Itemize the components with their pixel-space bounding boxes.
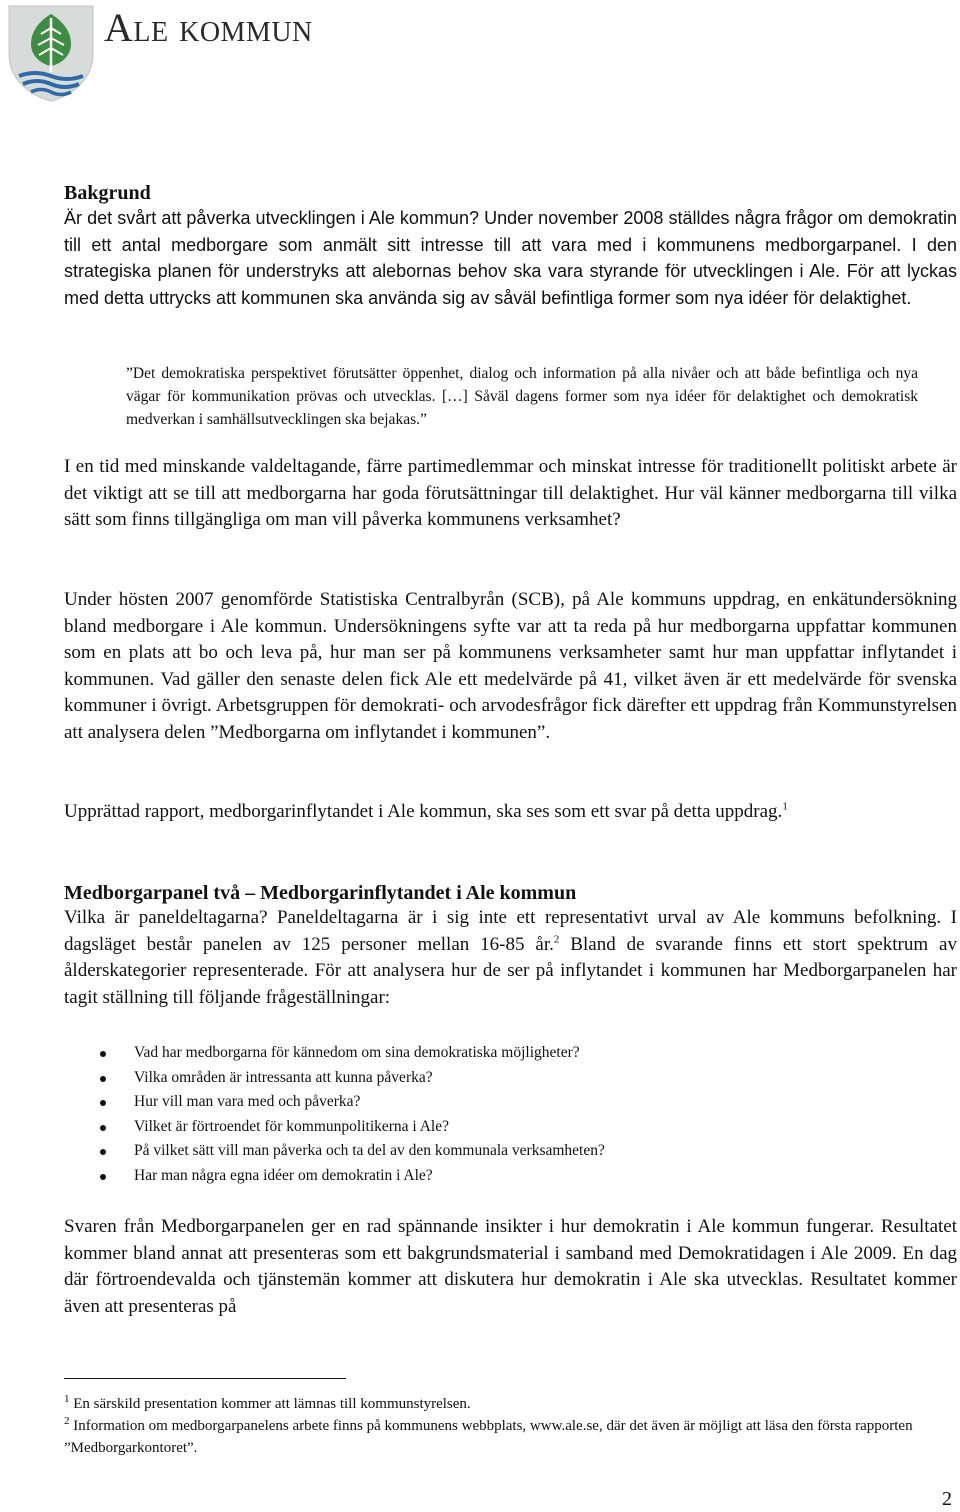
paragraph-text: Vilka är paneldeltagarna? Paneldeltagarna är i sig inte ett representativt urval av Ale kommuns befolkning. I dagsläget består panelen av 125 personer mellan 16-85 år.: [64, 907, 957, 955]
footnote-1: [64, 1393, 957, 1415]
list-item: [64, 1090, 864, 1115]
bullet-icon: [100, 1174, 106, 1180]
question-list: [64, 1041, 864, 1189]
list-item-text: Har man några egna idéer om demokratin i Ale?: [134, 1166, 433, 1184]
list-item-text: Hur vill man vara med och påverka?: [134, 1093, 361, 1111]
list-item: [64, 1139, 864, 1164]
bakgrund-paragraph-1: Är det svårt att påverka utvecklingen i Ale kommun? Under november 2008 ställdes några frågor om demokratin till ett antal medborgare som anmält sitt intresse till att vara med i kommunens medborgarpanel. I den strategiska planen för understryks att alebornas behov ska vara styrande för utvecklingen i Ale. För att lyckas med detta uttrycks att kommunen ska använda sig av såväl befintliga former som nya idéer för delaktighet.: [64, 208, 957, 308]
heading-medborgarpanel: Medborgarpanel två – Medborgarinflytandet i Ale kommun: [64, 882, 577, 904]
list-item: [64, 1115, 864, 1140]
footnote-ref-2[interactable]: 2: [553, 933, 560, 946]
footnotes: [64, 1393, 957, 1459]
bullet-icon: [100, 1149, 106, 1155]
paragraph-text: Bland de svarande finns ett stort spektrum av ålderskategorier representerade. För att analysera hur de ser på inflytandet i kommunen har Medborgarpanelen har tagit ställning till följande frågeställningar:: [64, 933, 957, 1008]
list-item: [64, 1066, 864, 1091]
footnote-text: En särskild presentation kommer att lämnas till kommunstyrelsen.: [69, 1396, 471, 1412]
footnote-2: [64, 1415, 957, 1459]
list-item-text: Vilka områden är intressanta att kunna påverka?: [134, 1068, 433, 1086]
bakgrund-paragraph-3: Under hösten 2007 genomförde Statistiska Centralbyrån (SCB), på Ale kommuns uppdrag, en enkätundersökning bland medborgare i Ale kommun. Undersökningens syfte var att ta reda på hur medborgarna uppfattar kommunen som en plats att bo och leva på, hur man ser på kommunens verksamheter samt hur man uppfattar inflytandet i kommunen. Vad gäller den senaste delen fick Ale ett medelvärde på 41, vilket även är ett medelvärde för svenska kommuner i övrigt. Arbetsgruppen för demokrati- och arvodesfrågor fick därefter ett uppdrag från Kommunstyrelsen att analysera delen ”Medborgarna om inflytandet i kommunen”.: [64, 589, 957, 743]
footnote-number: 1: [64, 1393, 70, 1405]
list-item: [64, 1041, 864, 1066]
list-item: [64, 1164, 864, 1189]
strategic-plan-quote: ”Det demokratiska perspektivet förutsätter öppenhet, dialog och information på alla nivåer och att både befintliga och nya vägar för kommunikation prövas och utvecklas. […] Såväl dagens former som nya idéer för delaktighet och demokratisk medverkan i samhällsutvecklingen ska bejakas.”: [126, 365, 918, 428]
logo-wordmark: Ale kommun: [104, 5, 313, 50]
bakgrund-paragraph-2: I en tid med minskande valdeltagande, färre partimedlemmar och minskat intresse för traditionellt politiskt arbete är det viktigt att se till att medborgarna har goda förutsättningar till delaktighet. Hur väl känner medborgarna till vilka sätt som finns tillgängliga om man vill påverka kommunens verksamhet?: [64, 456, 957, 530]
bullet-icon: [100, 1076, 106, 1082]
medborgarpanel-paragraph-2: Svaren från Medborgarpanelen ger en rad spännande insikter i hur demokratin i Ale kommun fungerar. Resultatet kommer bland annat att presenteras som ett bakgrundsmaterial i samband med Demokratidagen i Ale 2009. En dag där förtroendevalda och tjänstemän kommer att diskutera hur demokratin i Ale ska utvecklas. Resultatet kommer även att presenteras på: [64, 1216, 957, 1317]
paragraph-4-text: Upprättad rapport, medborgarinflytandet i Ale kommun, ska ses som ett svar på detta uppdrag.: [64, 801, 783, 822]
list-item-text: Vad har medborgarna för kännedom om sina demokratiska möjligheter?: [134, 1044, 580, 1061]
list-item-text: På vilket sätt vill man påverka och ta del av den kommunala verksamheten?: [134, 1142, 605, 1160]
bakgrund-paragraph-4: [64, 799, 957, 826]
bullet-icon: [100, 1125, 106, 1131]
medborgarpanel-paragraph-1: [64, 905, 957, 1011]
page-number: 2: [942, 1488, 952, 1510]
ale-kommun-logo: [5, 2, 97, 102]
footnote-ref-1[interactable]: 1: [782, 800, 788, 813]
heading-bakgrund: Bakgrund: [64, 182, 151, 204]
footnote-number: 2: [64, 1415, 70, 1427]
bullet-icon: [100, 1100, 106, 1106]
bullet-icon: [100, 1051, 106, 1057]
list-item-text: Vilket är förtroendet för kommunpolitikerna i Ale?: [134, 1117, 450, 1135]
footnote-divider: [64, 1378, 346, 1379]
footnote-text: Information om medborgarpanelens arbete finns på kommunens webbplats, www.ale.se, där det även är möjligt att läsa den första rapporten ”Medborgarkontoret”.: [64, 1418, 913, 1456]
